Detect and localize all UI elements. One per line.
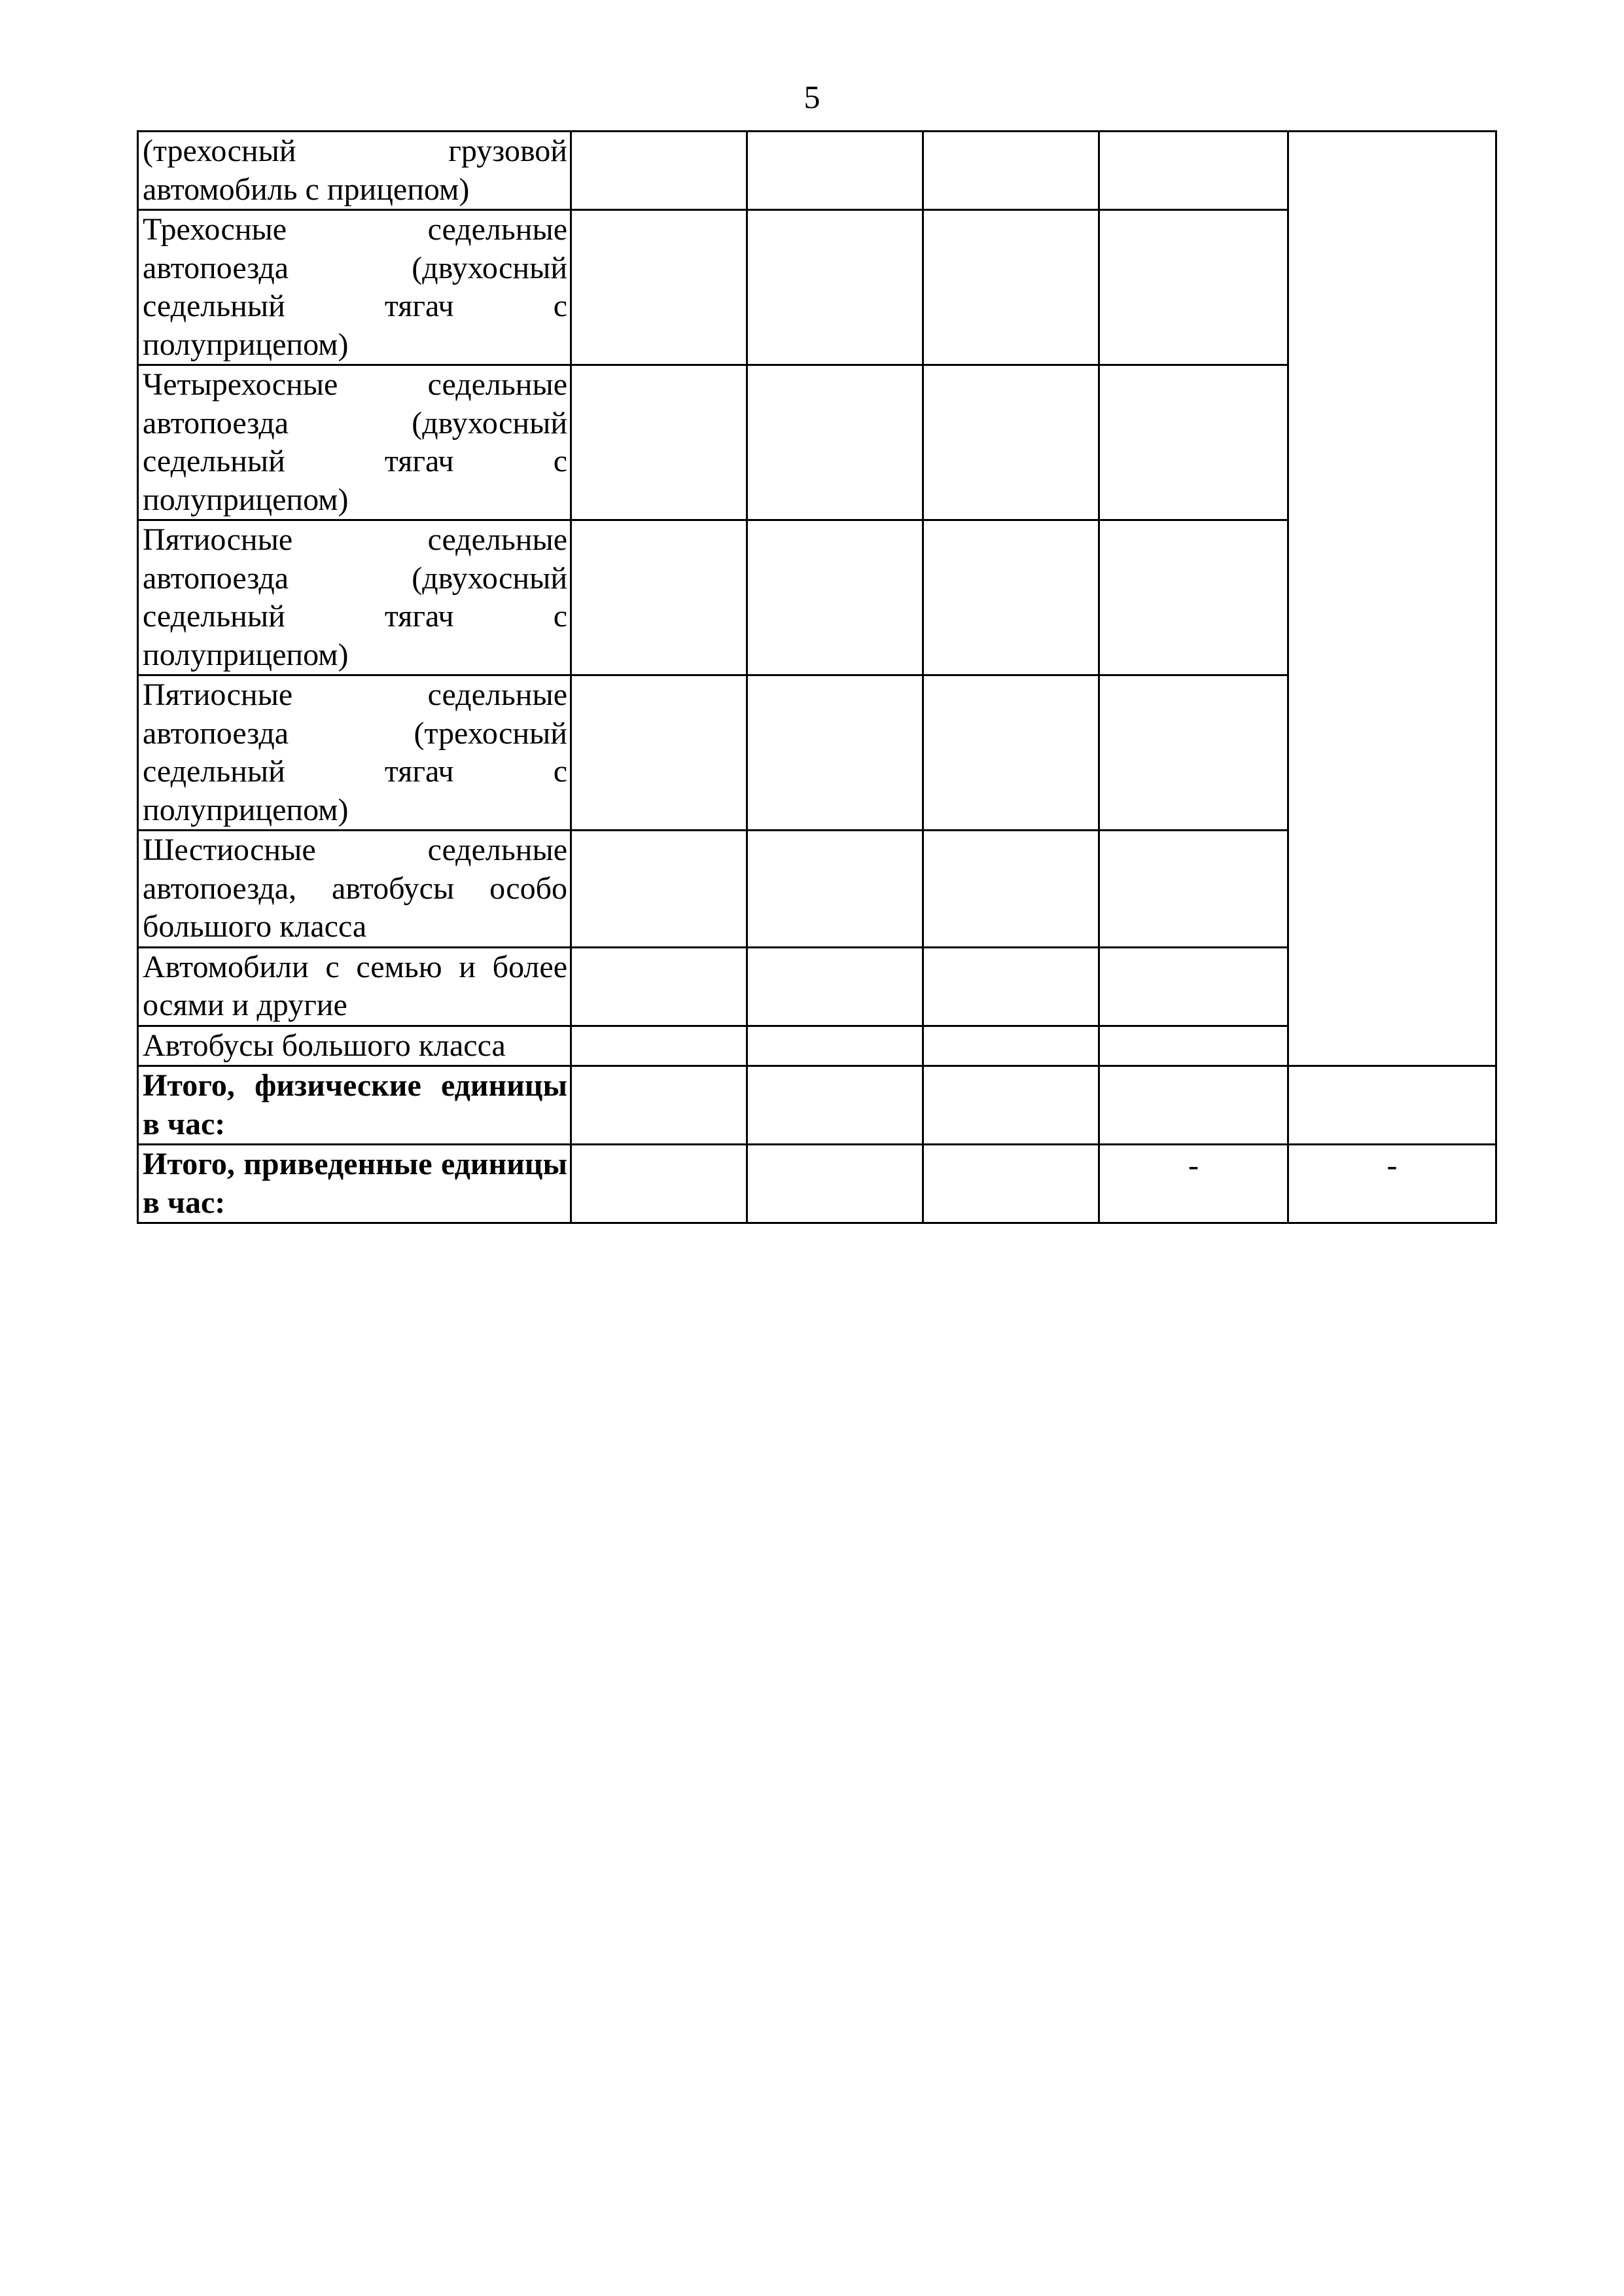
table-cell bbox=[747, 520, 923, 675]
table-cell bbox=[923, 1066, 1099, 1145]
total-reduced-units-label: Итого, приведенные единицы в час: bbox=[138, 1145, 571, 1223]
table-cell bbox=[923, 520, 1099, 675]
table-cell bbox=[923, 1026, 1099, 1066]
page-number: 5 bbox=[803, 79, 821, 115]
vehicle-type-label: Автомобили с семью и более осями и другие bbox=[138, 947, 571, 1026]
dash-cell: - bbox=[1288, 1145, 1496, 1223]
total-physical-units-label: Итого, физические единицы в час: bbox=[138, 1066, 571, 1145]
table-cell bbox=[923, 831, 1099, 948]
table-cell bbox=[923, 132, 1099, 210]
table-row bbox=[138, 132, 1496, 210]
dash-cell: - bbox=[1099, 1145, 1288, 1223]
table-cell bbox=[747, 132, 923, 210]
vehicle-type-label: Автобусы большого класса bbox=[138, 1026, 571, 1066]
table-cell bbox=[747, 1145, 923, 1223]
table-cell bbox=[1099, 1026, 1288, 1066]
totals-row bbox=[138, 1145, 1496, 1223]
merged-table-cell bbox=[1288, 132, 1496, 1066]
totals-row bbox=[138, 1066, 1496, 1145]
table-cell bbox=[1099, 1066, 1288, 1145]
table-cell bbox=[1099, 132, 1288, 210]
table-cell bbox=[747, 365, 923, 520]
table-cell bbox=[1099, 210, 1288, 365]
table-cell bbox=[1099, 675, 1288, 831]
table-cell bbox=[571, 1026, 747, 1066]
table-cell bbox=[571, 1145, 747, 1223]
vehicle-type-label: Четырехосные седельные автопоезда (двухосный седельный тягач с полуприцепом) bbox=[138, 365, 571, 520]
vehicle-type-label: Пятиосные седельные автопоезда (двухосный седельный тягач с полуприцепом) bbox=[138, 520, 571, 675]
table-cell bbox=[1099, 947, 1288, 1026]
table-cell bbox=[747, 947, 923, 1026]
table-cell bbox=[923, 675, 1099, 831]
table-cell bbox=[747, 675, 923, 831]
vehicle-type-label: Шестиосные седельные автопоезда, автобусы особо большого класса bbox=[138, 831, 571, 948]
table-cell bbox=[747, 1026, 923, 1066]
table-cell bbox=[747, 210, 923, 365]
table-cell bbox=[571, 675, 747, 831]
table-cell bbox=[747, 1066, 923, 1145]
table-cell bbox=[571, 947, 747, 1026]
table-cell bbox=[923, 1145, 1099, 1223]
table-cell bbox=[1099, 520, 1288, 675]
table-cell bbox=[571, 210, 747, 365]
vehicle-type-label: Пятиосные седельные автопоезда (трехосный седельный тягач с полуприцепом) bbox=[138, 675, 571, 831]
vehicle-type-label: (трехосный грузовой автомобиль с прицепом) bbox=[138, 132, 571, 210]
table-cell bbox=[923, 210, 1099, 365]
table-cell bbox=[571, 1066, 747, 1145]
table-cell bbox=[1288, 1066, 1496, 1145]
table-cell bbox=[571, 520, 747, 675]
table-cell bbox=[923, 365, 1099, 520]
vehicle-type-label: Трехосные седельные автопоезда (двухосный седельный тягач с полуприцепом) bbox=[138, 210, 571, 365]
table-cell bbox=[923, 947, 1099, 1026]
table-cell bbox=[571, 831, 747, 948]
table-cell bbox=[571, 365, 747, 520]
traffic-count-table bbox=[137, 130, 1497, 1224]
table-cell bbox=[1099, 365, 1288, 520]
table-cell bbox=[747, 831, 923, 948]
table-cell bbox=[1099, 831, 1288, 948]
table-cell bbox=[571, 132, 747, 210]
